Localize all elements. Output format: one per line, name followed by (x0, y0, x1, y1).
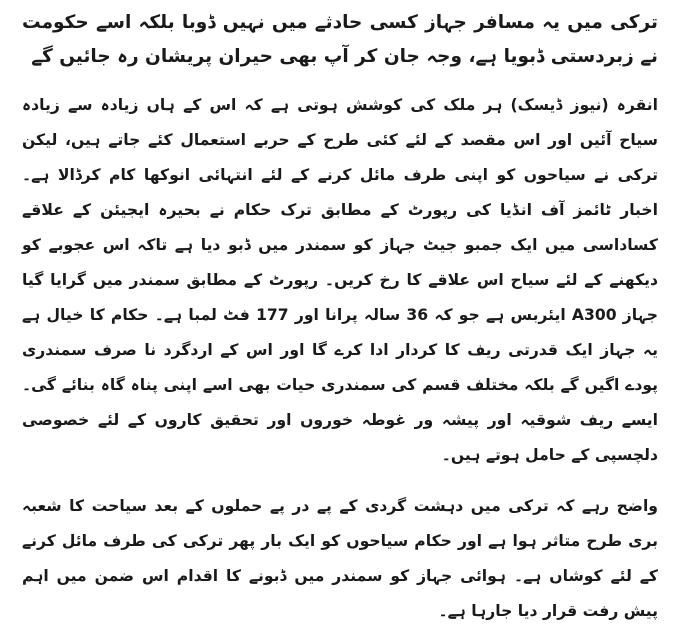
article-paragraph-2: واضح رہے کہ ترکی میں دہشت گردی کے پے در پے حملوں کے بعد سیاحت کا شعبہ بری طرح متاثر ہوا ہے اور حکام سیاحوں کو ایک بار پھر ترکی کی طرف مائل کرنے کے لئے کوشاں ہے۔ ہوائی جہاز کو سمندر میں ڈبونے کا اقدام اس ضمن میں اہم پیش رفت قرار دیا جارہا ہے۔ (22, 497, 658, 620)
article-paragraph-1: انقرہ (نیوز ڈیسک) ہر ملک کی کوشش ہوتی ہے کہ اس کے ہاں زیادہ سے زیادہ سیاح آئیں اور اس مقصد کے لئے کئی طرح کے حربے استعمال کئے جاتے ہیں، لیکن ترکی نے سیاحوں کو اپنی طرف مائل کرنے کے لئے انتہائی انوکھا کام کرڈالا ہے۔ اخبار ٹائمز آف انڈیا کی رپورٹ کے مطابق ترک حکام نے بحیرہ ایجیئن کے علاقے کساداسی میں ایک جمبو جیٹ جہاز کو سمندر میں ڈبو دیا ہے تاکہ اس عجوبے کو دیکھنے کے لئے سیاح اس علاقے کا رخ کریں۔ رپورٹ کے مطابق سمندر میں گرایا گیا جہاز A300 ایئربس ہے جو کہ 36 سالہ پرانا اور 177 فٹ لمبا ہے۔ حکام کا خیال ہے یہ جہاز ایک قدرتی ریف کا کردار ادا کرے گا اور اس کے اردگرد نا صرف سمندری پودے اگیں گے بلکہ مختلف قسم کی سمندری حیات بھی اسے اپنی پناہ گاہ بنائے گی۔ ایسے ریف شوقیہ اور پیشہ ور غوطہ خوروں اور تحقیق کاروں کے لئے خصوصی دلچسپی کے حامل ہوتے ہیں۔ (22, 96, 658, 464)
article-headline: ترکی میں یہ مسافر جہاز کسی حادثے میں نہیں ڈوبا بلکہ اسے حکومت نے زبردستی ڈبویا ہے، وجہ جان کر آپ بھی حیران پریشان رہ جائیں گے (22, 12, 658, 67)
